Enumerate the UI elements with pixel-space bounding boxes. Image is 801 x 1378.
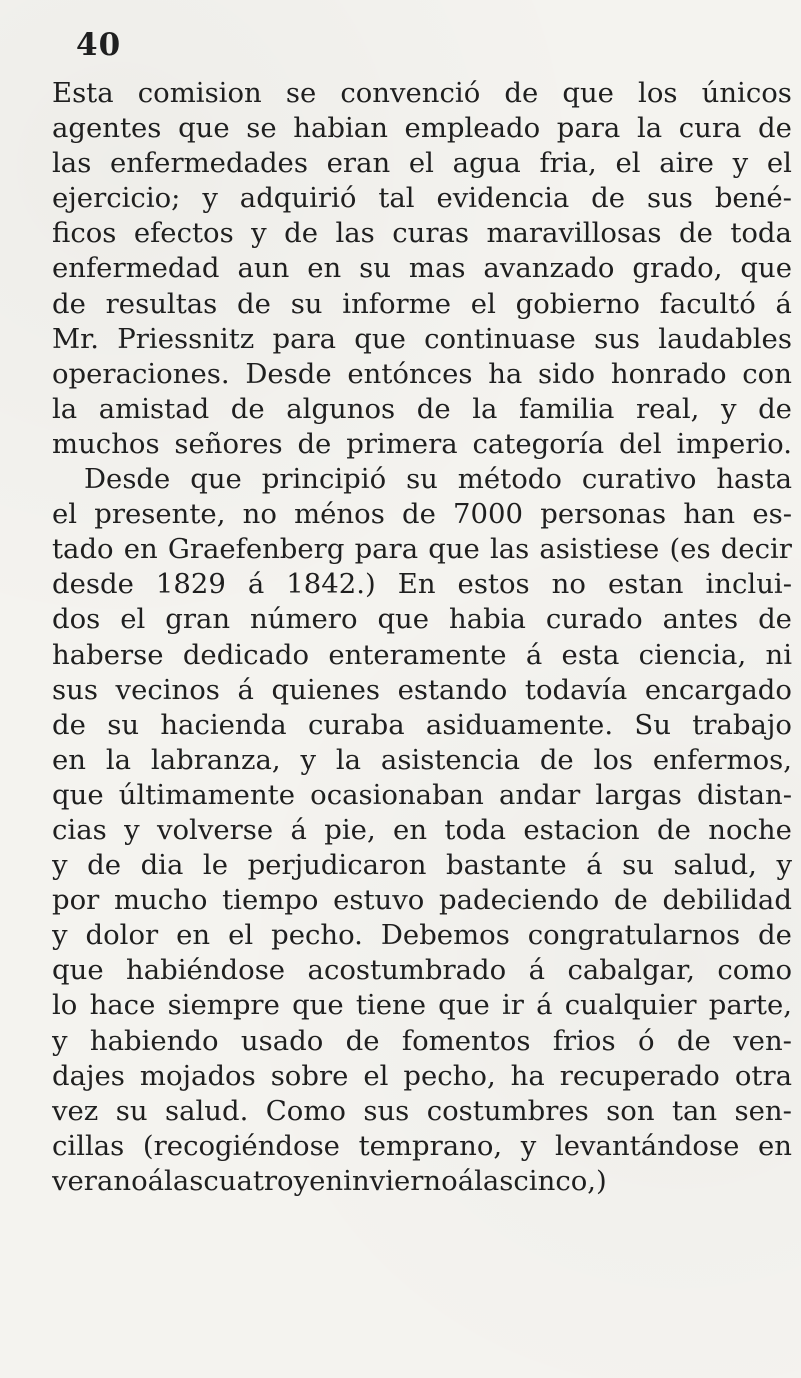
text-line: Mr. Priessnitz para que continuase sus laudables [52,322,792,355]
text-line: el presente, no ménos de 7000 personas han es- [52,498,792,531]
text-line: vez su salud. Como sus costumbres son tan sen- [52,1094,792,1127]
text-line: muchos señores de primera categoría del imperio. [52,427,792,460]
text-line: ficos efectos y de las curas maravillosas de toda [52,217,792,250]
text-line: dajes mojados sobre el pecho, ha recuperado otra [52,1059,792,1092]
text-line: en la labranza, y la asistencia de los enfermos, [52,743,792,776]
text-line: que últimamente ocasionaban andar largas distan- [52,778,792,811]
text-line: ejercicio; y adquirió tal evidencia de sus bené- [52,182,792,215]
text-line: Esta comision se convenció de que los únicos [52,77,792,109]
text-line: agentes que se habian empleado para la cura de [52,112,792,145]
text-line: Desde que principió su método curativo hasta [84,463,792,496]
text-line: dos el gran número que habia curado antes de [52,603,792,636]
text-line: desde 1829 á 1842.) En estos no estan inclui- [52,568,792,601]
text-line: operaciones. Desde entónces ha sido honrado con [52,357,792,390]
page-number: 40 [76,27,122,63]
text-line: y de dia le perjudicaron bastante á su salud, y [52,849,792,882]
text-line: haberse dedicado enteramente á esta ciencia, ni [52,638,792,671]
text-line: cias y volverse á pie, en toda estacion de noche [52,813,792,846]
text-line: sus vecinos á quienes estando todavía encargado [52,673,792,706]
text-line: que habiéndose acostumbrado á cabalgar, como [52,954,792,987]
text-line: de su hacienda curaba asiduamente. Su trabajo [52,708,792,741]
text-line: por mucho tiempo estuvo padeciendo de debilidad [52,884,792,917]
text-line: tado en Graefenberg para que las asistiese (es decir [52,533,792,566]
body-text [52,76,792,1199]
text-line: cillas (recogiéndose temprano, y levantándose en [52,1129,792,1162]
text-line: enfermedad aun en su mas avanzado grado, que [52,252,792,285]
text-line: de resultas de su informe el gobierno facultó á [52,287,792,320]
text-line: las enfermedades eran el agua fria, el aire y el [52,147,792,180]
text-line: lo hace siempre que tiene que ir á cualquier parte, [52,989,792,1022]
text-line: y habiendo usado de fomentos frios ó de ven- [52,1024,792,1057]
text-line: la amistad de algunos de la familia real, y de [52,392,792,425]
text-line: verano á las cuatro y en invierno á las cinco,) [52,1164,607,1197]
text-line: y dolor en el pecho. Debemos congratularnos de [52,919,792,952]
